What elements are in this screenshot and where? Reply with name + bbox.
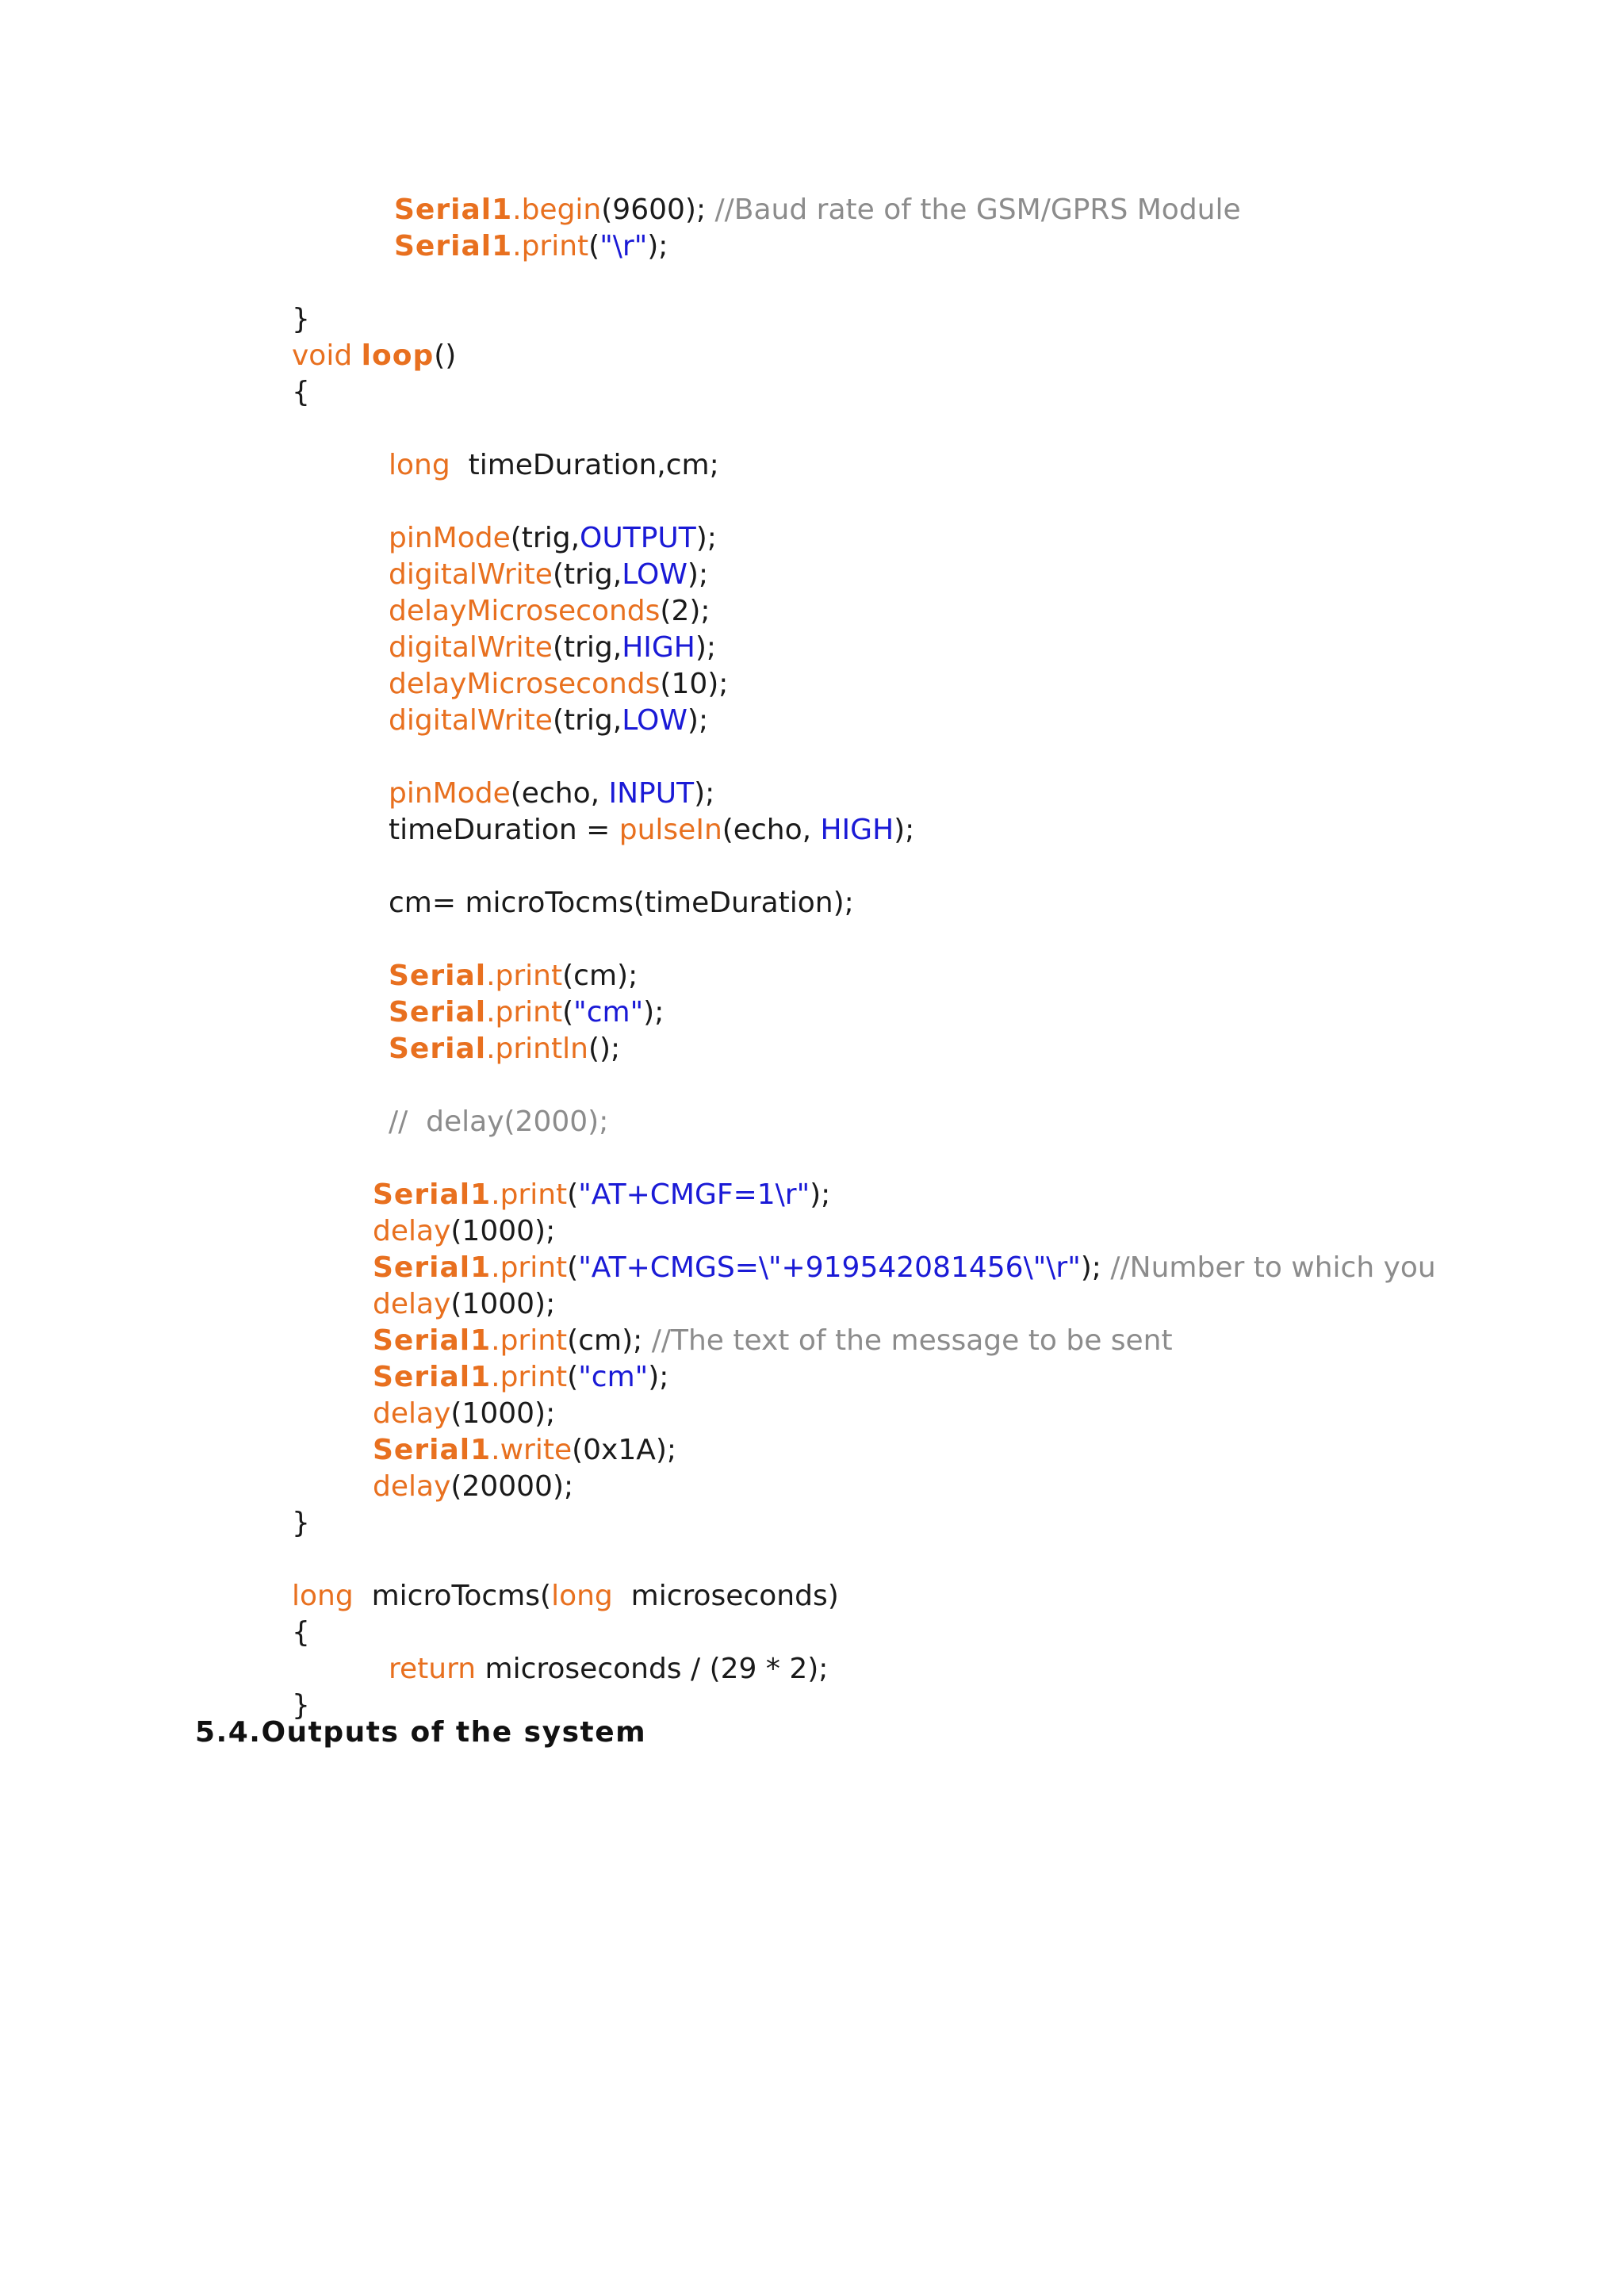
code-token: (echo, bbox=[510, 777, 609, 810]
code-token: println bbox=[495, 1033, 588, 1065]
code-token: (0x1A); bbox=[572, 1434, 677, 1466]
code-token: } bbox=[292, 303, 310, 335]
code-line bbox=[292, 338, 456, 374]
code-line bbox=[389, 958, 638, 994]
code-token: Serial1 bbox=[373, 1178, 492, 1211]
code-token: ); bbox=[810, 1178, 831, 1211]
code-token: ); bbox=[894, 814, 915, 846]
code-token: (trig, bbox=[510, 522, 580, 554]
code-token: (trig, bbox=[552, 558, 622, 591]
code-line bbox=[373, 1250, 1436, 1286]
code-token: (); bbox=[588, 1033, 621, 1065]
code-token: print bbox=[500, 1251, 568, 1284]
code-line bbox=[389, 557, 708, 593]
code-token: . bbox=[512, 193, 522, 226]
code-token: //Baud rate of the GSM/GPRS Module bbox=[714, 193, 1241, 226]
code-token: long bbox=[389, 449, 450, 481]
code-token: ); bbox=[687, 704, 709, 737]
code-token: Serial1 bbox=[373, 1361, 492, 1393]
code-token: ); bbox=[647, 230, 668, 262]
code-token: (trig, bbox=[552, 704, 622, 737]
code-token: "cm" bbox=[573, 996, 644, 1029]
code-token: ); bbox=[687, 558, 709, 591]
code-token: ); bbox=[643, 996, 665, 1029]
code-token: ( bbox=[588, 230, 600, 262]
code-line bbox=[389, 593, 710, 630]
code-line bbox=[389, 520, 717, 557]
code-token: timeDuration = bbox=[389, 814, 619, 846]
code-token: () bbox=[434, 339, 457, 372]
code-token: write bbox=[500, 1434, 573, 1466]
code-line bbox=[389, 885, 854, 921]
code-token: loop bbox=[361, 339, 435, 372]
code-token: digitalWrite bbox=[389, 558, 553, 591]
code-line bbox=[373, 1286, 555, 1323]
code-line bbox=[292, 1505, 310, 1542]
code-token: microseconds) bbox=[612, 1580, 839, 1612]
code-token: //The text of the message to be sent bbox=[651, 1324, 1173, 1357]
code-token: begin bbox=[521, 193, 602, 226]
code-token: (20000); bbox=[450, 1470, 574, 1503]
code-token: ( bbox=[567, 1251, 579, 1284]
code-line bbox=[389, 447, 719, 484]
code-token: . bbox=[486, 960, 496, 992]
code-token: (cm); bbox=[562, 960, 638, 992]
code-token: // delay(2000); bbox=[389, 1105, 609, 1138]
code-token: Serial1 bbox=[373, 1324, 492, 1357]
code-token: delay bbox=[373, 1470, 451, 1503]
code-token: (9600); bbox=[601, 193, 715, 226]
code-token: "AT+CMGF=1\r" bbox=[578, 1178, 810, 1211]
code-token: ( bbox=[562, 996, 574, 1029]
code-token: (2); bbox=[660, 595, 710, 627]
code-token: print bbox=[495, 996, 563, 1029]
code-token: print bbox=[500, 1324, 568, 1357]
code-token: LOW bbox=[622, 558, 688, 591]
code-token: . bbox=[491, 1251, 500, 1284]
code-token: microTocms( bbox=[353, 1580, 552, 1612]
code-token: (1000); bbox=[450, 1288, 556, 1320]
code-line bbox=[373, 1432, 676, 1469]
code-token: ( bbox=[567, 1361, 579, 1393]
code-token: HIGH bbox=[622, 631, 695, 664]
code-token: //Number to which you bbox=[1110, 1251, 1436, 1284]
code-token: ); bbox=[695, 522, 717, 554]
code-token: . bbox=[491, 1361, 500, 1393]
code-token: { bbox=[292, 1616, 310, 1649]
code-token: ); bbox=[694, 777, 715, 810]
code-token: (1000); bbox=[450, 1215, 556, 1247]
code-token: delayMicroseconds bbox=[389, 595, 661, 627]
code-line bbox=[389, 1031, 620, 1067]
code-token: Serial1 bbox=[394, 230, 513, 262]
code-token: Serial bbox=[389, 960, 487, 992]
code-token: Serial1 bbox=[373, 1434, 492, 1466]
code-token: digitalWrite bbox=[389, 631, 553, 664]
code-token: "cm" bbox=[578, 1361, 649, 1393]
code-token: pulseIn bbox=[619, 814, 722, 846]
code-token: (10); bbox=[660, 668, 729, 700]
code-token: OUTPUT bbox=[580, 522, 696, 554]
code-line bbox=[292, 1578, 839, 1615]
code-token: "AT+CMGS=\"+919542081456\"\r" bbox=[578, 1251, 1081, 1284]
code-line bbox=[389, 994, 664, 1031]
code-token: void bbox=[292, 339, 362, 372]
code-token: Serial1 bbox=[394, 193, 513, 226]
code-token: . bbox=[486, 1033, 496, 1065]
code-line bbox=[389, 630, 716, 666]
code-token: LOW bbox=[622, 704, 688, 737]
code-token: ); bbox=[648, 1361, 669, 1393]
code-token: print bbox=[495, 960, 563, 992]
code-token: Serial bbox=[389, 996, 487, 1029]
code-line bbox=[373, 1396, 555, 1432]
code-line bbox=[373, 1177, 830, 1213]
code-line bbox=[394, 192, 1241, 228]
code-token: print bbox=[500, 1178, 568, 1211]
code-token: long bbox=[292, 1580, 354, 1612]
code-token: (echo, bbox=[722, 814, 821, 846]
code-comment-line bbox=[389, 1104, 608, 1140]
code-token: delayMicroseconds bbox=[389, 668, 661, 700]
code-token: (trig, bbox=[552, 631, 622, 664]
code-line bbox=[394, 228, 668, 265]
code-token: (cm); bbox=[567, 1324, 652, 1357]
code-line bbox=[373, 1323, 1173, 1359]
code-token: timeDuration,cm; bbox=[450, 449, 719, 481]
code-token: } bbox=[292, 1689, 310, 1722]
code-token: microseconds / (29 * 2); bbox=[476, 1653, 829, 1685]
code-token: digitalWrite bbox=[389, 704, 553, 737]
code-token: Serial bbox=[389, 1033, 487, 1065]
code-token: cm= microTocms(timeDuration); bbox=[389, 887, 854, 919]
code-line bbox=[292, 374, 310, 411]
code-token: { bbox=[292, 376, 310, 408]
code-token: pinMode bbox=[389, 522, 511, 554]
code-line bbox=[389, 776, 714, 812]
code-token: HIGH bbox=[820, 814, 894, 846]
code-token: delay bbox=[373, 1215, 451, 1247]
code-token: . bbox=[486, 996, 496, 1029]
code-token: . bbox=[491, 1178, 500, 1211]
code-token: ( bbox=[567, 1178, 579, 1211]
code-token: Serial1 bbox=[373, 1251, 492, 1284]
code-token: ); bbox=[1080, 1251, 1111, 1284]
code-line bbox=[373, 1213, 555, 1250]
code-token: print bbox=[521, 230, 589, 262]
code-token: INPUT bbox=[608, 777, 695, 810]
section-heading: 5.4.Outputs of the system bbox=[195, 1716, 647, 1749]
code-line bbox=[389, 703, 708, 739]
code-token: . bbox=[512, 230, 522, 262]
code-token: delay bbox=[373, 1288, 451, 1320]
code-line bbox=[389, 812, 914, 849]
code-token: delay bbox=[373, 1397, 451, 1430]
code-token: . bbox=[491, 1434, 500, 1466]
code-line bbox=[373, 1469, 573, 1505]
code-token: "\r" bbox=[599, 230, 648, 262]
code-token: } bbox=[292, 1507, 310, 1539]
code-line bbox=[389, 666, 728, 703]
code-line bbox=[292, 301, 310, 338]
code-token: ); bbox=[695, 631, 717, 664]
code-token: (1000); bbox=[450, 1397, 556, 1430]
code-token: long bbox=[551, 1580, 613, 1612]
code-token: pinMode bbox=[389, 777, 511, 810]
code-line bbox=[292, 1615, 310, 1651]
code-token: print bbox=[500, 1361, 568, 1393]
code-token: return bbox=[389, 1653, 477, 1685]
code-line bbox=[389, 1651, 828, 1688]
code-line bbox=[373, 1359, 668, 1396]
code-token: . bbox=[491, 1324, 500, 1357]
